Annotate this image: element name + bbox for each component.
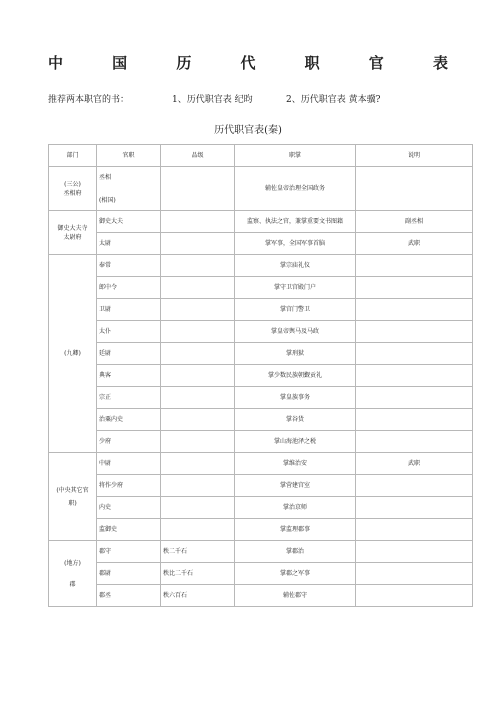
office-cell: 奉常 [97, 255, 161, 277]
office-cell: 治粟内史 [97, 409, 161, 431]
office-cell: 郡丞 [97, 585, 161, 607]
office-cell: 中尉 [97, 453, 161, 475]
recommend-book-2: 2、历代职官表 黄本骥? [286, 95, 381, 105]
note-cell [356, 255, 473, 277]
table-row [49, 409, 473, 431]
rank-cell [161, 167, 235, 211]
office-cell: 郎中令 [97, 277, 161, 299]
office-cell: 郡守 [97, 541, 161, 563]
table-row [49, 167, 473, 211]
office-cell: 宗正 [97, 387, 161, 409]
rank-cell [161, 497, 235, 519]
title-char: 职 [304, 54, 320, 72]
rank-cell [161, 277, 235, 299]
note-cell: 副丞相 [356, 211, 473, 233]
table-header-row [49, 145, 473, 167]
office-cell: 少府 [97, 431, 161, 453]
table-caption: 历代职官表(秦) [214, 125, 282, 136]
table-row [49, 475, 473, 497]
title-char: 代 [240, 54, 256, 72]
table-row [49, 277, 473, 299]
note-cell [356, 519, 473, 541]
official-ranks-table [48, 144, 473, 607]
title-char: 表 [432, 54, 448, 72]
duty-cell: 辅佐皇帝治理全国政务 [235, 167, 356, 211]
header-cell: 官职 [97, 145, 161, 167]
table-row [49, 233, 473, 255]
table-row [49, 563, 473, 585]
title-char: 中 [48, 54, 64, 72]
rank-cell [161, 343, 235, 365]
duty-cell: 掌少数民族朝觐贡礼 [235, 365, 356, 387]
dept-label: 太尉府 [63, 233, 82, 241]
rank-cell [161, 387, 235, 409]
table-row [49, 365, 473, 387]
duty-cell: 掌守卫宫殿门户 [235, 277, 356, 299]
rank-cell [161, 255, 235, 277]
header-cell: 说明 [356, 145, 473, 167]
recommend-book-1: 1、历代职官表 纪昀 [172, 95, 253, 105]
dept-label: (三公) [64, 180, 81, 188]
duty-cell: 掌郡治 [235, 541, 356, 563]
duty-cell: 掌营建宫室 [235, 475, 356, 497]
table-row [49, 211, 473, 233]
note-cell [356, 541, 473, 563]
dept-cell [49, 541, 97, 607]
duty-cell: 掌刑狱 [235, 343, 356, 365]
office-cell: 典客 [97, 365, 161, 387]
note-cell [356, 563, 473, 585]
table-row [49, 497, 473, 519]
title-char: 国 [112, 54, 128, 72]
duty-cell: 掌监理郡事 [235, 519, 356, 541]
title-char: 官 [368, 54, 384, 72]
dept-label: 丞相府 [63, 189, 82, 197]
duty-cell: 辅佐郡守 [235, 585, 356, 607]
duty-cell: 掌皇帝舆马及马政 [235, 321, 356, 343]
dept-cell [49, 167, 97, 211]
note-cell [356, 475, 473, 497]
note-cell [356, 497, 473, 519]
note-cell [356, 409, 473, 431]
dept-label: 职) [68, 499, 77, 507]
title-char: 历 [176, 54, 192, 72]
duty-cell: 掌山海池泽之税 [235, 431, 356, 453]
duty-cell: 掌军事，全国军事首脑 [235, 233, 356, 255]
office-cell: 太尉 [97, 233, 161, 255]
note-cell [356, 431, 473, 453]
office-cell: 将作少府 [97, 475, 161, 497]
office-cell: 卫尉 [97, 299, 161, 321]
note-cell: 武职 [356, 453, 473, 475]
office-label: (相国) [99, 196, 116, 204]
rank-cell [161, 321, 235, 343]
dept-cell: (九卿) [49, 255, 97, 453]
dept-cell [49, 211, 97, 255]
rank-cell: 秩六百石 [161, 585, 235, 607]
duty-cell: 掌宗庙礼仪 [235, 255, 356, 277]
office-cell: 内史 [97, 497, 161, 519]
note-cell [356, 585, 473, 607]
header-cell: 部门 [49, 145, 97, 167]
note-cell: 武职 [356, 233, 473, 255]
rank-cell [161, 431, 235, 453]
table-row [49, 343, 473, 365]
table-row [49, 541, 473, 563]
note-cell [356, 387, 473, 409]
duty-cell: 监察、执法之官，兼掌重要文书图籍 [235, 211, 356, 233]
office-cell [97, 167, 161, 211]
table-row [49, 299, 473, 321]
office-cell: 郡尉 [97, 563, 161, 585]
rank-cell [161, 233, 235, 255]
dept-label: (地方) [64, 559, 81, 567]
rank-cell [161, 475, 235, 497]
table-row [49, 321, 473, 343]
dept-label: (中央其它官 [56, 486, 89, 494]
table-row [49, 431, 473, 453]
table-row [49, 255, 473, 277]
rank-cell [161, 365, 235, 387]
rank-cell: 秩二千石 [161, 541, 235, 563]
duty-cell: 掌皇族事务 [235, 387, 356, 409]
duty-cell: 掌谷货 [235, 409, 356, 431]
note-cell [356, 321, 473, 343]
duty-cell: 掌维治安 [235, 453, 356, 475]
table-row [49, 585, 473, 607]
duty-cell: 掌郡之军事 [235, 563, 356, 585]
header-cell: 职掌 [235, 145, 356, 167]
rank-cell [161, 299, 235, 321]
rank-cell [161, 453, 235, 475]
note-cell [356, 167, 473, 211]
table-row [49, 387, 473, 409]
note-cell [356, 277, 473, 299]
rank-cell [161, 409, 235, 431]
recommend-label: 推荐两本职官的书： [48, 95, 130, 105]
header-cell: 品级 [161, 145, 235, 167]
rank-cell: 秩比二千石 [161, 563, 235, 585]
office-cell: 廷尉 [97, 343, 161, 365]
note-cell [356, 299, 473, 321]
rank-cell [161, 519, 235, 541]
dept-cell [49, 453, 97, 541]
duty-cell: 掌治京师 [235, 497, 356, 519]
page-title [48, 52, 448, 73]
dept-label: 郡 [69, 580, 76, 588]
note-cell [356, 365, 473, 387]
table-row [49, 519, 473, 541]
note-cell [356, 343, 473, 365]
office-cell: 监御史 [97, 519, 161, 541]
rank-cell [161, 211, 235, 233]
table-row [49, 453, 473, 475]
duty-cell: 掌宫门警卫 [235, 299, 356, 321]
dept-label: 御史大夫寺 [57, 224, 88, 232]
office-cell: 御史大夫 [97, 211, 161, 233]
office-cell: 太仆 [97, 321, 161, 343]
office-label: 丞相 [99, 173, 112, 181]
